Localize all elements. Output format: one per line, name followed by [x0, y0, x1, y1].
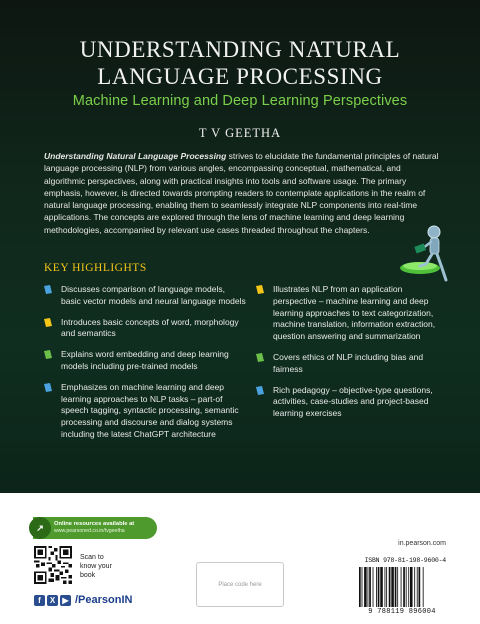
place-code-box — [196, 562, 284, 607]
barcode-icon — [358, 567, 446, 607]
x-twitter-icon[interactable]: X — [47, 595, 58, 606]
highlight-item — [44, 317, 246, 341]
description-lead: Understanding Natural Language Processing — [44, 151, 227, 161]
highlights-left-column — [44, 284, 246, 450]
highlight-text: Introduces basic concepts of word, morphology and semantics — [61, 316, 239, 339]
robot-reading-illustration — [398, 218, 460, 290]
publisher-url: in.pearson.com — [398, 540, 446, 547]
highlight-item — [44, 349, 246, 373]
book-bullet-icon — [256, 353, 264, 362]
resources-line-1: Online resources available at — [54, 521, 135, 527]
qr-code-icon — [34, 546, 72, 584]
highlight-item — [44, 284, 246, 308]
book-subtitle: Machine Learning and Deep Learning Perspectives — [72, 93, 408, 109]
youtube-icon[interactable]: ▶ — [60, 595, 71, 606]
facebook-icon[interactable]: f — [34, 595, 45, 606]
highlight-text: Explains word embedding and deep learning models including pre-trained models — [61, 349, 229, 371]
place-code-label: Place code here — [218, 581, 262, 588]
social-links — [34, 594, 132, 606]
book-bullet-icon — [44, 383, 52, 392]
highlight-text: Rich pedagogy – objective-type questions, activities, case-studies and project-based learning exercises — [273, 384, 433, 419]
barcode-number: 9 788119 896004 — [368, 608, 436, 616]
book-bullet-icon — [44, 350, 52, 359]
highlights-right-column — [256, 284, 446, 429]
book-description — [44, 150, 442, 236]
highlight-item — [256, 352, 446, 376]
description-body: strives to elucidate the fundamental principles of natural language processing (NLP) from various angles, encompassing conceptual, mathematical, and algorithmic perspectives, along with practical insights into tools and software usage. The primary emphasis, however, is directed towards prompting readers to contemplate applications in the realm of natural language processing, enabling them to seamlessly integrate NLP components into real-time applications. The concepts are explored through the lens of machine learning and deep learning methodologies, accompanied by relevant use cases threaded throughout the chapters. — [44, 151, 439, 235]
highlight-text: Discusses comparison of language models, basic vector models and neural language models — [61, 284, 246, 306]
book-bullet-icon — [256, 285, 264, 294]
title-line-2: LANGUAGE PROCESSING — [97, 64, 383, 89]
social-handle: /PearsonIN — [75, 594, 133, 606]
isbn-text: ISBN 978-81-198-9600-4 — [364, 557, 446, 564]
book-title — [0, 36, 480, 90]
book-bullet-icon — [256, 386, 264, 395]
key-highlights-heading: KEY HIGHLIGHTS — [44, 262, 147, 274]
book-bullet-icon — [44, 318, 52, 327]
highlight-item — [256, 284, 446, 343]
highlight-text: Illustrates NLP from an application perspective – machine learning and deep learning approaches to text categorization, machine translation, information extraction, question answering and summarization — [273, 284, 436, 342]
resources-text — [54, 521, 134, 535]
title-line-1: UNDERSTANDING NATURAL — [79, 37, 401, 62]
highlight-text: Emphasizes on machine learning and deep learning approaches to NLP tasks – part-of speech tagging, syntactic processing, semantic processing and discourse and dialog systems including the latest ChatGPT architecture — [61, 381, 239, 439]
highlight-item — [256, 385, 446, 420]
book-bullet-icon — [44, 285, 52, 294]
resources-url: www.pearsoned.co.in/tvgeetha — [54, 528, 125, 534]
scan-to-know-text: Scan to know your book — [80, 554, 112, 579]
highlight-text: Covers ethics of NLP including bias and fairness — [273, 351, 424, 374]
online-resources-banner — [33, 517, 157, 539]
highlight-item — [44, 382, 246, 441]
resources-badge-icon: ↗ — [29, 517, 51, 539]
book-author: T V GEETHA — [198, 126, 282, 140]
